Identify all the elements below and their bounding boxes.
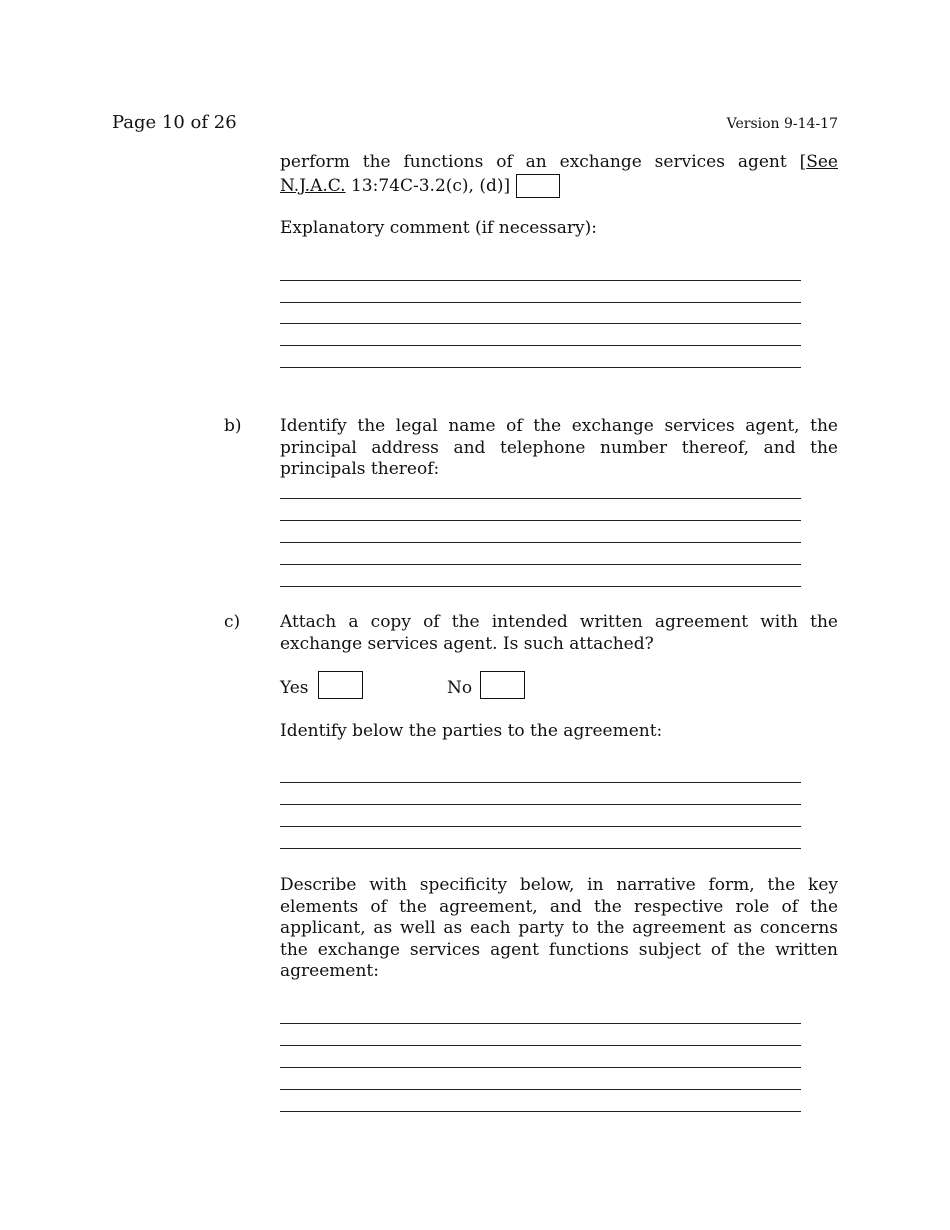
comment-line[interactable] [280,323,801,324]
page-number: Page 10 of 26 [112,112,237,133]
describe-text: Describe with specificity below, in narrative form, the key elements of the agreement, and the respective role of the applicant, as well as each party to the agreement as concerns the exchange services agent functions subject of the written agreement: [280,875,838,981]
answer-line[interactable] [280,520,801,521]
comment-line[interactable] [280,302,801,303]
no-checkbox[interactable] [480,671,525,699]
no-label: No [447,678,473,698]
section-a-checkbox[interactable] [516,174,560,198]
cont-text: perform the functions of an exchange services agent [ [280,152,807,172]
parties-line[interactable] [280,826,801,827]
describe-line[interactable] [280,1111,801,1112]
explanatory-label: Explanatory comment (if necessary): [280,218,598,238]
answer-line[interactable] [280,564,801,565]
describe-line[interactable] [280,1067,801,1068]
describe-line[interactable] [280,1089,801,1090]
section-b-label: b) [224,416,242,436]
answer-line[interactable] [280,498,801,499]
comment-line[interactable] [280,367,801,368]
ref-cite: 13:74C-3.2(c), (d)] [345,175,511,196]
parties-line[interactable] [280,848,801,849]
section-c-label: c) [224,612,241,632]
section-c-text: Attach a copy of the intended written agreement with the exchange services agent. Is such attached? [280,612,838,654]
describe-line[interactable] [280,1045,801,1046]
comment-line[interactable] [280,345,801,346]
answer-line[interactable] [280,586,801,587]
describe-line[interactable] [280,1023,801,1024]
yes-checkbox[interactable] [318,671,363,699]
answer-line[interactable] [280,542,801,543]
comment-line[interactable] [280,280,801,281]
parties-line[interactable] [280,782,801,783]
parties-label: Identify below the parties to the agreement: [280,721,663,741]
see-link: See [806,152,838,172]
section-a-continuation [280,152,838,198]
yes-label: Yes [280,678,309,698]
njac-ref: N.J.A.C. [280,175,346,196]
section-b-text: Identify the legal name of the exchange services agent, the principal address and telephone number thereof, and the principals thereof: [280,416,838,479]
parties-line[interactable] [280,804,801,805]
version-label: Version 9-14-17 [726,116,838,132]
